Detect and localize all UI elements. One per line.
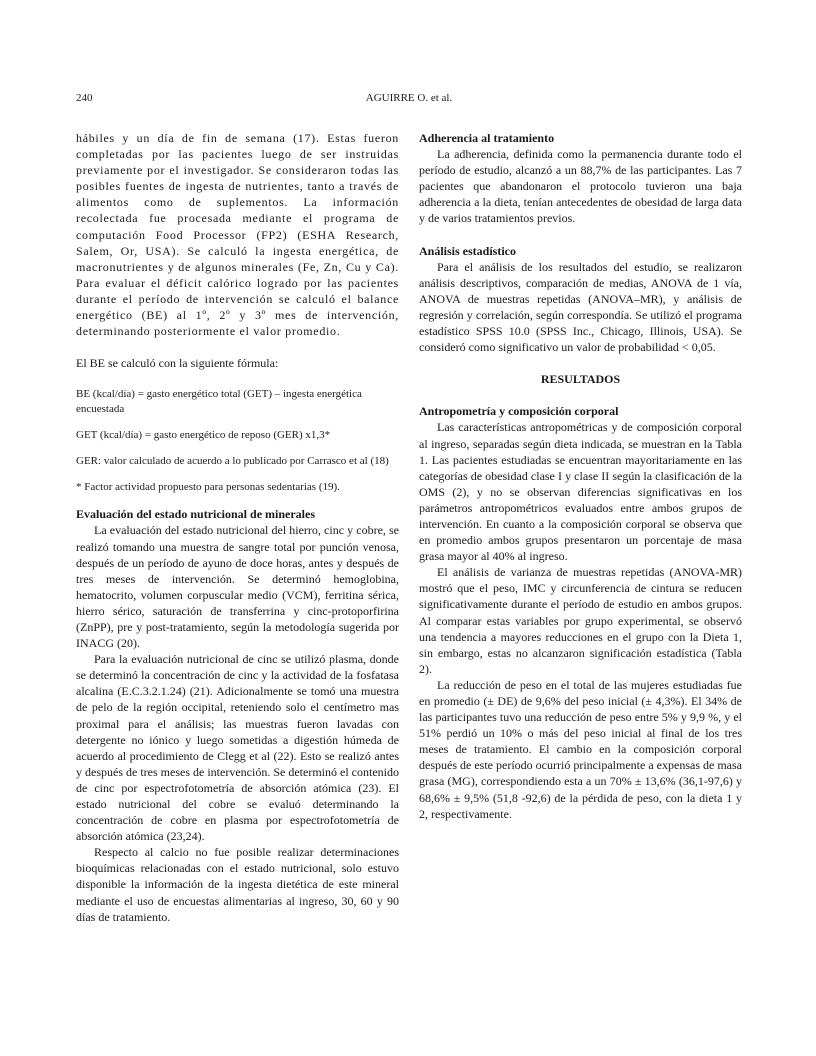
paragraph-zinc-evaluation: Para la evaluación nutricional de cinc se utilizó plasma, donde se determinó la concentración de cinc y la actividad de la fosfatasa alcalina (E.C.3.2.1.24) (21). Adicionalmente se tomó una muestra de pelo de la región occipital, reteniendo solo el centímetro mas proximal para el análisis; las muestras fueron lavadas con detergente no iónico y luego sometidas a digestión húmeda de acuerdo al procedimiento de Clegg et al (22). Esto se realizó antes y después de tres meses de intervención. Se determinó el contenido de cinc por espectrofotometría de absorción atómica (23). El estado nutricional del cobre se evaluó determinando la concentración de cobre en plasma por espectrofotometría de absorción atómica (23,24). bbox=[76, 652, 399, 844]
page-number: 240 bbox=[76, 92, 93, 104]
paragraph-formula-intro: El BE se calculó con la siguiente fórmula: bbox=[76, 356, 279, 371]
formula-resting-energy: GER: valor calculado de acuerdo a lo publicado por Carrasco et al (18) bbox=[76, 455, 389, 468]
formula-footnote: * Factor actividad propuesto para personas sedentarias (19). bbox=[76, 481, 340, 494]
right-column bbox=[419, 130, 742, 822]
paragraph-anthropometry: Las características antropométricas y de composición corporal al ingreso, separadas según dieta indicada, se muestran en la Tabla 1. Las pacientes estudiadas se encuentran mayoritariamente en las categorías de obesidad clase I y clase II según la clasificación de la OMS (2), y no se observan diferencias significativas en los parámetros antropométricos evaluados entre ambos grupos de intervención. En cuanto a la composición corporal se observa que en promedio ambos grupos presentaron un porcentaje de masa grasa mayor al 40% al ingreso. bbox=[419, 420, 742, 564]
left-column bbox=[76, 130, 399, 925]
formula-total-energy-expenditure: GET (kcal/día) = gasto energético de reposo (GER) x1,3* bbox=[76, 429, 331, 442]
paragraph-adherence: La adherencia, definida como la permanencia durante todo el período de estudio, alcanzó a un 88,7% de las participantes. Las 7 pacientes que abandonaron el protocolo tuvieron una baja adherencia a la dieta, tenían antecedentes de obesidad de larga data y de varios tratamientos previos. bbox=[419, 147, 742, 226]
formula-energy-balance: BE (kcal/día) = gasto energético total (GET) – ingesta energética encuestada bbox=[76, 388, 362, 416]
heading-mineral-status: Evaluación del estado nutricional de minerales bbox=[76, 507, 316, 522]
heading-statistics: Análisis estadístico bbox=[419, 243, 517, 258]
heading-anthropometry: Antropometría y composición corporal bbox=[419, 404, 619, 419]
heading-adherence: Adherencia al tratamiento bbox=[419, 131, 555, 145]
paragraph-calcium: Respecto al calcio no fue posible realizar determinaciones bioquímicas relacionadas con el estado nutricional, solo estuvo disponible la información de la ingesta dietética de este mineral mediante el uso de encuestas alimentarias al ingreso, 30, 60 y 90 días de tratamiento. bbox=[76, 845, 399, 924]
paragraph-iron-zinc-copper: La evaluación del estado nutricional del hierro, cinc y cobre, se realizó tomando una muestra de sangre total por punción venosa, después de un período de ayuno de doce horas, antes y después de tres meses de intervención. Se determinó hemoglobina, hematocrito, volumen corpuscular medio (VCM), ferritina sérica, hierro sérico, saturación de transferrina y cinc-protoporfirina (ZnPP), pre y post-tratamiento, según la metodología sugerida por INACG (20). bbox=[76, 523, 399, 651]
paragraph-dietary-survey: hábiles y un día de fin de semana (17). Estas fueron completadas por las pacientes luego de ser instruidas previamente por el investigador. Se consideraron todas las posibles fuentes de ingesta de nutrientes, tanto a través de alimentos como de suplementos. La información recolectada fue procesada mediante el programa de computación Food Processor (FP2) (ESHA Research, Salem, Or, USA). Se calculó la ingesta energética, de macronutrientes y de algunos minerales (Fe, Zn, Cu y Ca). Para evaluar el déficit calórico logrado por las pacientes durante el período de intervención se calculó el balance energético (BE) al 1º, 2º y 3º mes de intervención, determinando posteriormente el valor promedio. bbox=[76, 131, 399, 339]
running-title: AGUIRRE O. et al. bbox=[365, 92, 453, 104]
running-header bbox=[76, 90, 742, 106]
paragraph-statistics: Para el análisis de los resultados del estudio, se realizaron análisis descriptivos, comparación de medias, ANOVA de 1 vía, ANOVA de muestras repetidas (ANOVA–MR), y análisis de regresión y correlación, según correspondía. Se utilizó el programa estadístico SPSS 10.0 (SPSS Inc., Chicago, Illinois, USA). Se consideró como significativo un valor de probabilidad < 0,05. bbox=[419, 259, 742, 355]
paragraph-anova: El análisis de varianza de muestras repetidas (ANOVA-MR) mostró que el peso, IMC y circunferencia de cintura se reducen significativamente durante el período de estudio en ambos grupos. Al comparar estas variables por grupo experimental, se observó una tendencia a mayores reducciones en el grupo con la Dieta 1, sin embargo, estas no alcanzaron significación estadística (Tabla 2). bbox=[419, 565, 742, 676]
paragraph-weight-reduction: La reducción de peso en el total de las mujeres estudiadas fue en promedio (± DE) de 9,6% del peso inicial (± 4,3%). El 34% de las participantes tuvo una reducción de peso entre 5% y 9,9 %, y el 51% perdió un 10% o más del peso inicial al final de los tres meses de tratamiento. El cambio en la composición corporal después de este período ocurrió principalmente a expensas de masa grasa (MG), correspondiendo esta a un 70% ± 13,6% (36,1-97,6) y 68,6% ± 9,5% (51,8 -92,6) de la pérdida de peso, con la dieta 1 y 2, respectivamente. bbox=[419, 677, 742, 821]
section-title-results: RESULTADOS bbox=[540, 372, 621, 387]
